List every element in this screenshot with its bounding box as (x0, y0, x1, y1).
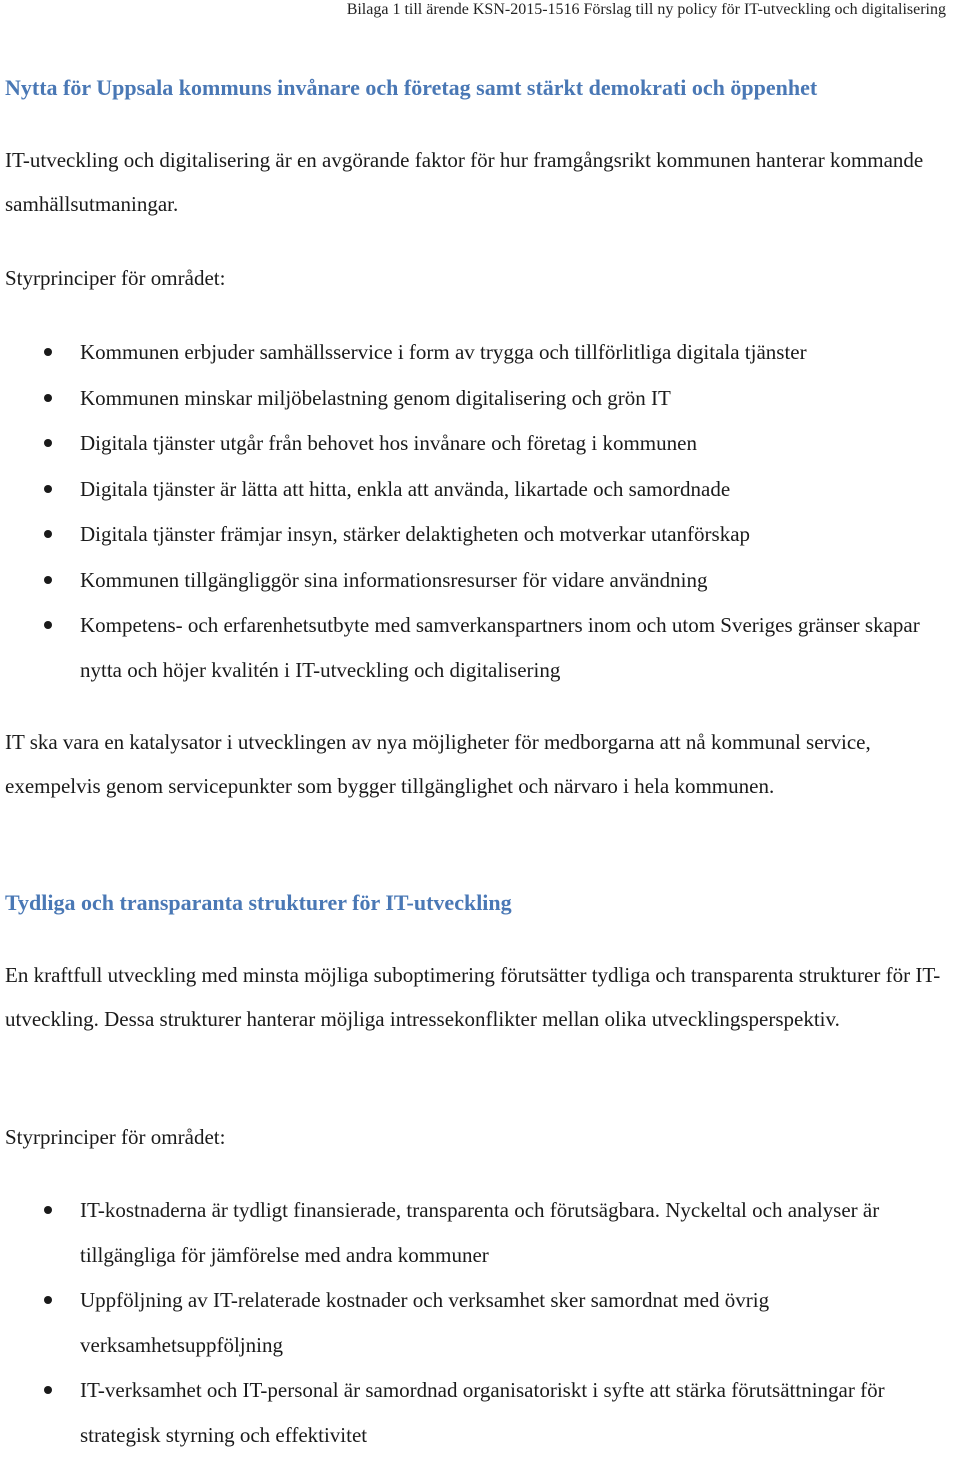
list-item (0, 376, 960, 421)
list-item (0, 558, 960, 603)
section1-closing-paragraph: IT ska vara en katalysator i utvecklingen av nya möjligheter för medborgarna att nå kommunal service, exempelvis genom servicepunkter som bygger tillgänglighet och närvaro i hela kommunen. (5, 730, 871, 798)
bullet-icon (44, 394, 52, 402)
bullet-icon (44, 530, 52, 538)
section1-principles-label: Styrprinciper för området: (5, 266, 226, 290)
list-item (0, 467, 960, 512)
section1-intro-paragraph: IT-utveckling och digitalisering är en avgörande faktor för hur framgångsrikt kommunen hanterar kommande samhällsutmaningar. (5, 148, 924, 216)
section2-principles-label: Styrprinciper för området: (5, 1125, 226, 1149)
list-item-text: Kompetens- och erfarenhetsutbyte med samverkanspartners inom och utom Sveriges gränser skapar nytta och höjer kvalitén i IT-utveckling och digitalisering (80, 613, 920, 682)
section2-principles-list (0, 1188, 960, 1458)
list-item-text: Digitala tjänster främjar insyn, stärker delaktigheten och motverkar utanförskap (80, 522, 751, 546)
bullet-icon (44, 1206, 52, 1214)
list-item-text: Kommunen tillgängliggör sina informationsresurser för vidare användning (80, 567, 708, 592)
section2-intro-paragraph: En kraftfull utveckling med minsta möjliga suboptimering förutsätter tydliga och transparenta strukturer för IT-utveckling. Dessa strukturer hanterar möjliga intressekonflikter mellan olika utvecklingsperspektiv. (5, 963, 941, 1031)
list-item-text: Kommunen minskar miljöbelastning genom digitalisering och grön IT (80, 385, 671, 410)
list-item (0, 1188, 960, 1277)
section1-principles-list (0, 330, 960, 693)
list-item (0, 603, 960, 692)
bullet-icon (44, 1386, 52, 1394)
bullet-icon (44, 485, 52, 493)
bullet-icon (44, 439, 52, 447)
bullet-icon (44, 1296, 52, 1304)
list-item (0, 421, 960, 466)
bullet-icon (44, 621, 52, 629)
list-item (0, 1278, 960, 1367)
list-item (0, 1368, 960, 1457)
section-heading-benefits: Nytta för Uppsala kommuns invånare och företag samt stärkt demokrati och öppenhet (5, 75, 818, 100)
list-item-text: IT-kostnaderna är tydligt finansierade, transparenta och förutsägbara. Nyckeltal och analyser är tillgängliga för jämförelse med andra kommuner (80, 1198, 880, 1267)
list-item-text: IT-verksamhet och IT-personal är samordnad organisatoriskt i syfte att stärka förutsättningar för strategisk styrning och effektivitet (80, 1378, 885, 1447)
list-item-text: Digitala tjänster är lätta att hitta, enkla att använda, likartade och samordnade (80, 476, 731, 501)
running-header: Bilaga 1 till ärende KSN-2015-1516 Förslag till ny policy för IT-utveckling och digitalisering (346, 1, 946, 18)
list-item-text: Kommunen erbjuder samhällsservice i form av trygga och tillförlitliga digitala tjänster (80, 340, 807, 364)
list-item-text: Digitala tjänster utgår från behovet hos invånare och företag i kommunen (80, 431, 697, 455)
list-item (0, 512, 960, 557)
bullet-icon (44, 348, 52, 356)
list-item (0, 330, 960, 375)
list-item-text: Uppföljning av IT-relaterade kostnader och verksamhet sker samordnat med övrig verksamhetsuppföljning (80, 1288, 770, 1357)
bullet-icon (44, 576, 52, 584)
section-heading-structures: Tydliga och transparanta strukturer för IT-utveckling (5, 890, 512, 915)
